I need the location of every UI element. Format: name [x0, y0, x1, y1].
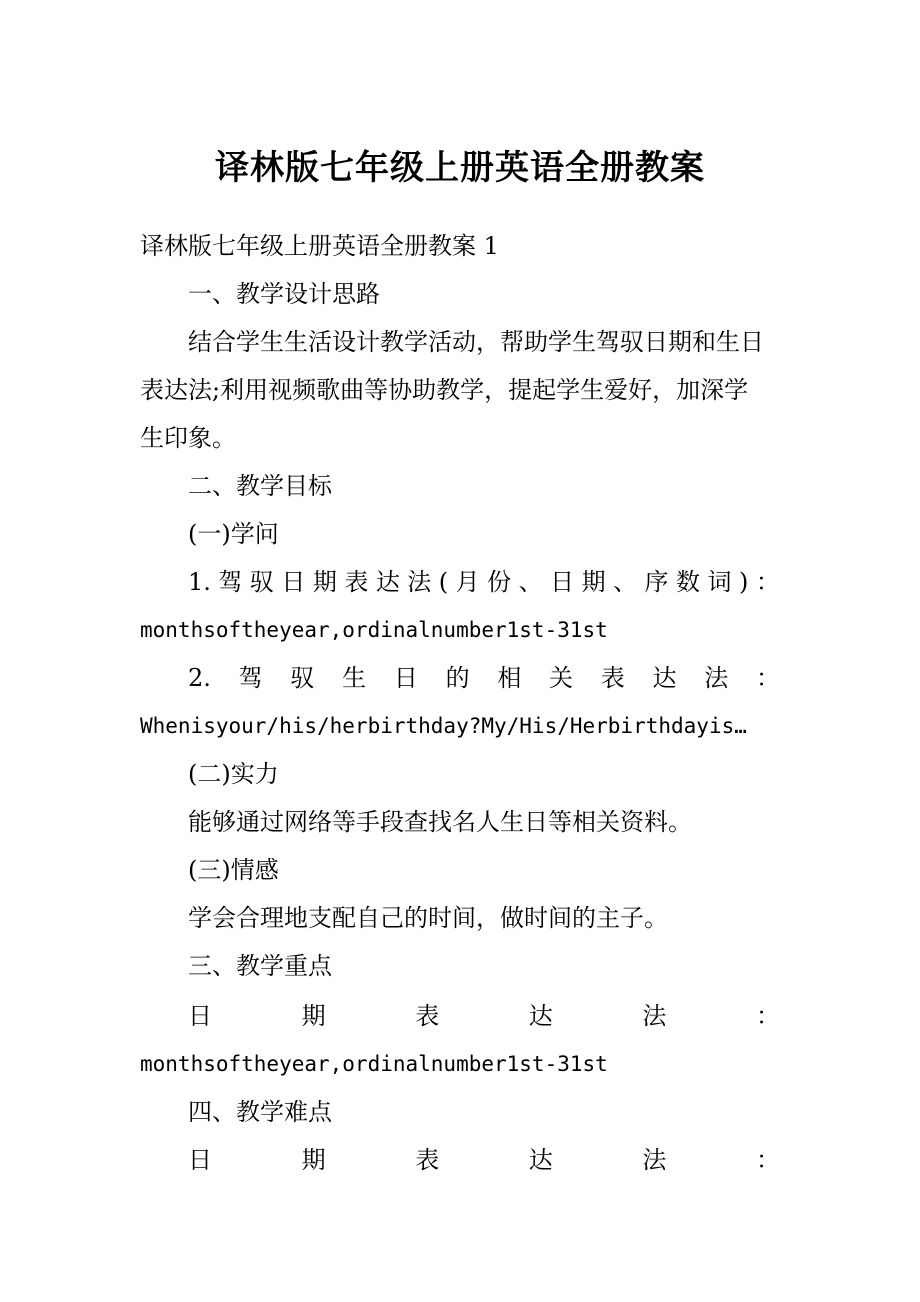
goal-item-1-char: 达: [375, 568, 400, 596]
difficult-points-char: 日: [188, 1146, 212, 1174]
difficult-points-line: [188, 1140, 780, 1180]
goal-item-2-char: 驭: [290, 664, 315, 692]
key-points-char: 法: [642, 1002, 667, 1030]
key-points-char: 期: [301, 1002, 326, 1030]
design-paragraph-line: 表达法;利用视频歌曲等协助教学，提起学生爱好，加深学: [140, 376, 749, 404]
goal-item-1: [188, 562, 780, 602]
goal-item-1-char: 词: [707, 568, 732, 596]
goal-item-2: [188, 658, 780, 698]
goal-item-2-char: 法: [704, 664, 729, 692]
goal-item-1-char: (: [438, 568, 449, 596]
goal-item-2-char: ：: [755, 664, 780, 692]
goal-item-1-char: 期: [581, 568, 606, 596]
difficult-points-char: 法: [642, 1146, 667, 1174]
key-points-english: monthsoftheyear,ordinalnumber1st-31st: [140, 1052, 608, 1076]
goal-item-1-char: ：: [755, 568, 780, 596]
difficult-points-char: 表: [415, 1146, 440, 1174]
goal-item-2-char: 驾: [238, 664, 263, 692]
goal-item-1-char: 驾: [218, 568, 243, 596]
goal-item-1-char: 、: [613, 568, 638, 596]
section-subtitle: 译林版七年级上册英语全册教案 1: [140, 232, 499, 260]
emotion-paragraph: 学会合理地支配自己的时间，做时间的主子。: [188, 904, 668, 932]
ability-paragraph: 能够通过网络等手段查找名人生日等相关资料。: [188, 808, 692, 836]
goal-item-1-char: ): [739, 568, 749, 596]
subheading-emotion: (三)情感: [188, 856, 279, 884]
goal-item-2-english: Whenisyour/his/herbirthday?My/His/Herbirthdayis…: [140, 714, 747, 738]
design-paragraph-line: 结合学生生活设计教学活动，帮助学生驾驭日期和生日: [188, 328, 764, 356]
heading-goals: 二、教学目标: [188, 472, 332, 500]
goal-item-1-char: 驭: [249, 568, 274, 596]
goal-item-2-char: 关: [549, 664, 574, 692]
key-points-line: [188, 996, 780, 1036]
goal-item-2-char: 生: [342, 664, 367, 692]
document-title: 译林版七年级上册英语全册教案: [215, 148, 705, 188]
goal-item-1-char: 表: [344, 568, 369, 596]
heading-design: 一、教学设计思路: [188, 280, 380, 308]
difficult-points-char: ：: [755, 1146, 780, 1174]
goal-item-1-char: 月: [455, 568, 480, 596]
goal-item-2-char: 表: [600, 664, 625, 692]
goal-item-2-char: 2.: [188, 664, 211, 692]
difficult-points-char: 期: [301, 1146, 326, 1174]
goal-item-1-char: 日: [550, 568, 575, 596]
goal-item-1-char: 序: [644, 568, 669, 596]
goal-item-1-char: 数: [676, 568, 701, 596]
key-points-char: 日: [188, 1002, 212, 1030]
goal-item-1-char: 日: [281, 568, 306, 596]
subheading-knowledge: (一)学问: [188, 520, 279, 548]
key-points-char: 表: [415, 1002, 440, 1030]
design-paragraph-line: 生印象。: [140, 424, 236, 452]
goal-item-2-char: 相: [497, 664, 522, 692]
goal-item-2-char: 的: [445, 664, 470, 692]
goal-item-2-char: 达: [652, 664, 677, 692]
goal-item-1-char: 1.: [188, 568, 211, 596]
goal-item-1-char: 法: [407, 568, 432, 596]
heading-difficult-points: 四、教学难点: [188, 1098, 332, 1126]
goal-item-2-char: 日: [393, 664, 418, 692]
goal-item-1-char: 、: [518, 568, 543, 596]
goal-item-1-char: 期: [312, 568, 337, 596]
subheading-ability: (二)实力: [188, 760, 279, 788]
goal-item-1-english: monthsoftheyear,ordinalnumber1st-31st: [140, 618, 608, 642]
key-points-char: ：: [755, 1002, 780, 1030]
difficult-points-char: 达: [528, 1146, 553, 1174]
heading-key-points: 三、教学重点: [188, 952, 332, 980]
goal-item-1-char: 份: [487, 568, 512, 596]
key-points-char: 达: [528, 1002, 553, 1030]
